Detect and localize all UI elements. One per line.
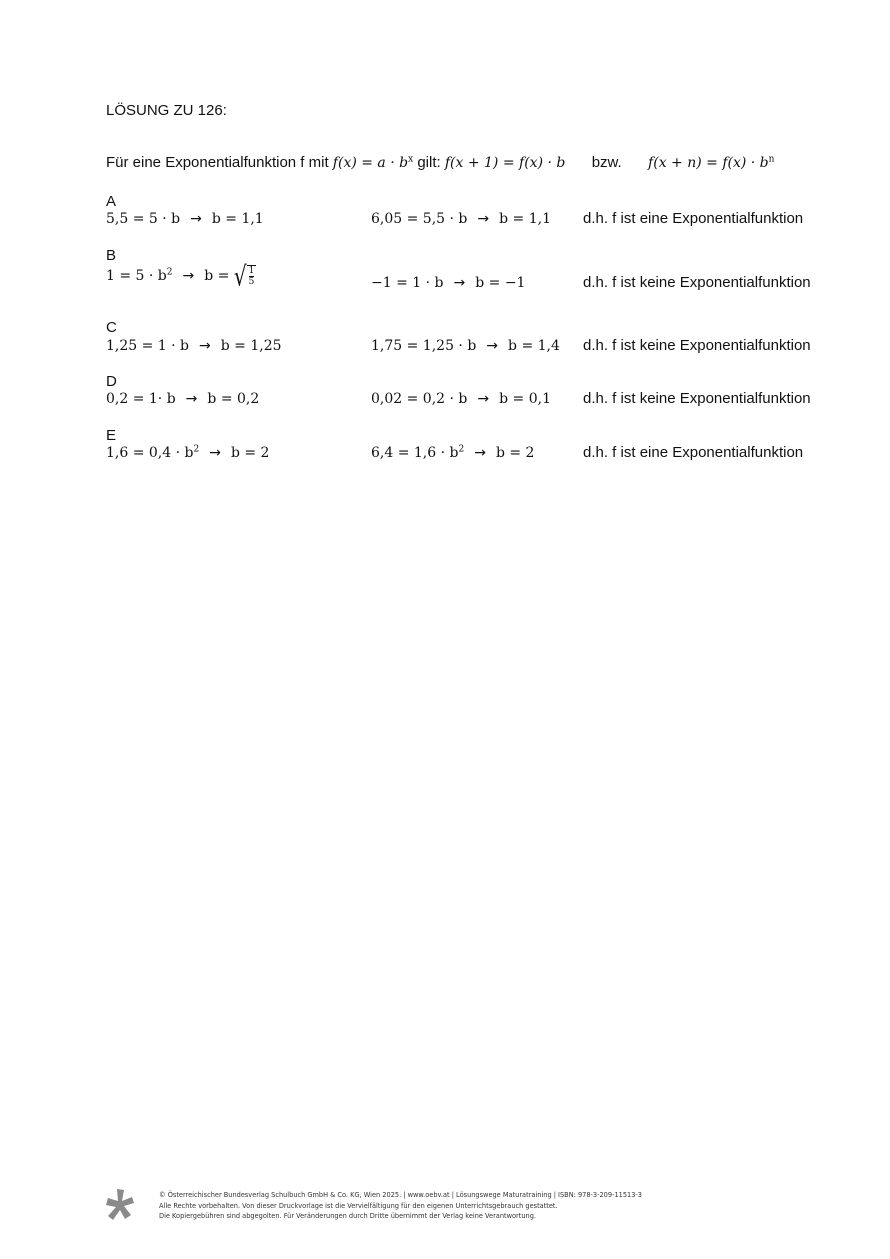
intro-definition: $f(x) = a \cdot b^x$ bbox=[332, 154, 414, 171]
footer-line-1: © Österreichischer Bundesverlag Schulbuch GmbH & Co. KG, Wien 2025. | www.oebv.at | Lösungswege Maturatraining | ISBN: 978-3-209-11513-3 bbox=[159, 1191, 642, 1199]
arrow-icon: → bbox=[199, 338, 211, 354]
row-e-equation-2: $6,4 = 1,6 \cdot b^2 \to b = 2$ bbox=[371, 444, 535, 461]
arrow-icon: → bbox=[185, 391, 198, 407]
arrow-icon: → bbox=[477, 211, 490, 227]
row-d-equation-1: 0,2 = 1· b → b = 0,2 bbox=[106, 391, 260, 407]
row-b-equation-2: −1 = 1 · b → b = −1 bbox=[371, 275, 526, 291]
arrow-icon: → bbox=[190, 211, 202, 227]
intro-line bbox=[106, 154, 774, 171]
row-a-equation-2: 6,05 = 5,5 · b → b = 1,1 bbox=[371, 211, 551, 227]
intro-bzw: bzw. bbox=[591, 154, 622, 171]
row-e-note: d.h. f ist eine Exponentialfunktion bbox=[583, 444, 804, 461]
row-letter-d: D bbox=[106, 373, 117, 390]
footer bbox=[159, 1190, 642, 1222]
row-d-equation-2: 0,02 = 0,2 · b → b = 0,1 bbox=[371, 391, 551, 407]
footer-line-2: Alle Rechte vorbehalten. Von dieser Druckvorlage ist die Vervielfältigung für den eigenen Unterrichtsgebrauch gestattet. bbox=[159, 1201, 558, 1210]
row-letter-c: C bbox=[106, 319, 117, 336]
intro-rule-2: $f(x + n) = f(x) \cdot b^n$ bbox=[648, 154, 775, 171]
row-b-equation-1: $1 = 5 \cdot b^2 \to b$ = √ $\frac{1}{5}$ bbox=[106, 259, 255, 293]
oebv-logo-icon bbox=[103, 1188, 137, 1222]
row-c-equation-2: 1,75 = 1,25 · b → b = 1,4 bbox=[371, 338, 560, 354]
row-c-equation-1: 1,25 = 1 · b → b = 1,25 bbox=[106, 338, 282, 354]
arrow-icon: → bbox=[182, 268, 195, 284]
intro-prefix: Für eine Exponentialfunktion f mit bbox=[106, 154, 329, 171]
row-a-note: d.h. f ist eine Exponentialfunktion bbox=[583, 210, 804, 227]
row-e-equation-1: $1,6 = 0,4 \cdot b^2 \to b = 2$ bbox=[106, 444, 270, 461]
square-root: √ $\frac{1}{5}$ bbox=[233, 259, 255, 293]
row-a-equation-1: 5,5 = 5 · b → b = 1,1 bbox=[106, 211, 264, 227]
row-b-note: d.h. f ist keine Exponentialfunktion bbox=[583, 274, 811, 291]
footer-line-3: Die Kopiergebühren sind abgegolten. Für Veränderungen durch Dritte übernimmt der Verlag keine Verantwortung. bbox=[159, 1212, 536, 1220]
arrow-icon: → bbox=[477, 391, 490, 407]
row-letter-e: E bbox=[106, 427, 117, 444]
page-title: LÖSUNG ZU 126: bbox=[106, 102, 227, 119]
arrow-icon: → bbox=[486, 338, 499, 354]
row-letter-a: A bbox=[106, 193, 117, 210]
row-d-note: d.h. f ist keine Exponentialfunktion bbox=[583, 390, 811, 407]
intro-gilt: gilt: bbox=[417, 154, 441, 171]
arrow-icon: → bbox=[209, 445, 221, 461]
intro-rule-1: f(x + 1) = f(x) · b bbox=[444, 155, 566, 171]
arrow-icon: → bbox=[474, 445, 486, 461]
row-letter-b: B bbox=[106, 247, 117, 264]
row-c-note: d.h. f ist keine Exponentialfunktion bbox=[583, 337, 811, 354]
arrow-icon: → bbox=[453, 275, 466, 291]
